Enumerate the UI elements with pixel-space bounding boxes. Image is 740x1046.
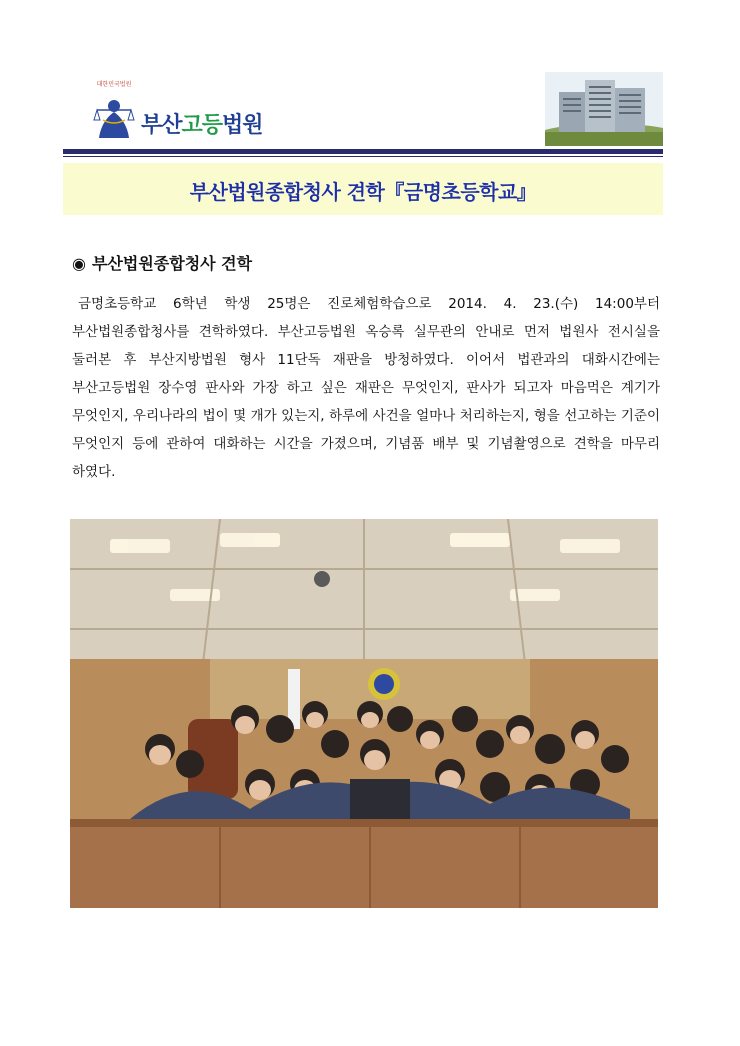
court-emblem-icon: [89, 76, 139, 144]
court-building-image: [545, 72, 663, 146]
bullet-mark-icon: ◉: [72, 254, 86, 273]
header-rule-thin: [63, 156, 663, 157]
group-photo: [70, 519, 658, 908]
body-paragraph: [72, 290, 660, 486]
page-title: 부산법원종합청사 견학『금명초등학교』: [189, 180, 537, 204]
title-band: [63, 163, 663, 215]
section-heading-text: 부산법원종합청사 견학: [91, 254, 253, 273]
page-header: [63, 72, 663, 154]
header-rule: [63, 149, 663, 154]
body-paragraph-text: 금명초등학교 6학년 학생 25명은 진로체험학습으로 2014. 4. 23.(수) 14:00부터 부산법원종합청사를 견학하였다. 부산고등법원 옥승록 실무관의 안내로 먼저 법원사 전시실을 둘러본 후 부산지방법원 형사 11단독 재판을 방청하였다. 이어서 법관과의 대화시간에는 부산고등법원 장수영 판사와 가장 하고 싶은 재판은 무엇인지, 판사가 되고자 마음먹은 계기가 무엇인지, 우리나라의 법이 몇 개가 있는지, 하루에 사건을 얼마나 처리하는지, 형을 선고하는 기준이 무엇인지 등에 관하여 대화하는 시간을 가졌으며, 기념품 배부 및 기념촬영으로 견학을 마무리 하였다.: [72, 296, 660, 480]
section-heading: [72, 251, 252, 274]
court-logo-text: 부산고등법원: [141, 113, 263, 138]
emblem-text: 대한민국법원: [96, 81, 132, 88]
